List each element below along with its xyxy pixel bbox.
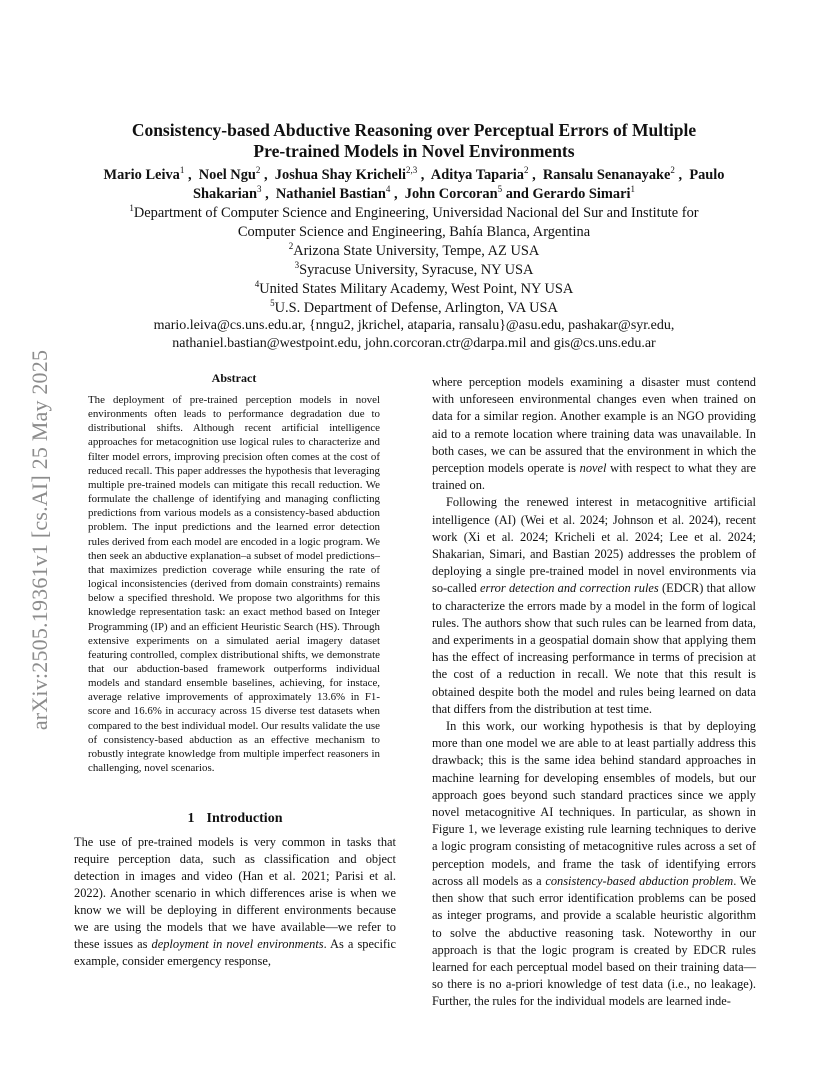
emphasis-text: consistency-based abduction problem — [545, 873, 734, 888]
author-affiliation-mark: 3 — [257, 184, 262, 195]
affiliation-text: Arizona State University, Tempe, AZ USA — [293, 243, 540, 259]
title-line-1: Consistency-based Abductive Reasoning over Perceptual Errors of Multiple — [131, 120, 697, 140]
affiliation-item — [78, 299, 750, 318]
section-heading-introduction — [74, 811, 396, 827]
author-name: Nathaniel Bastian — [275, 186, 386, 202]
paragraph — [432, 494, 756, 718]
affiliation-mark: 2 — [288, 241, 294, 252]
affiliation-item-continued: Computer Science and Engineering, Bahía Blanca, Argentina — [237, 224, 591, 240]
author-affiliation-mark: 2 — [255, 165, 261, 176]
introduction-paragraph-left — [74, 834, 396, 970]
body-text: (EDCR) that allow to characterize the errors made by a model in the form of logical rules. The authors show that such rules can be learned from data, and experiments in a geospatial domain show that applying them has the effect of increasing performance in terms of precision at the cost of a reduction in recall. We note that this result is obtained despite both the model and rules being learned on data that differs from the distribution at test time. — [432, 581, 756, 716]
paragraph-continued — [432, 374, 756, 494]
author-name: Mario Leiva — [103, 167, 180, 183]
author-affiliation-mark: 1 — [630, 184, 635, 195]
emphasis-text: error detection and correction rules — [480, 581, 659, 596]
abstract-heading: Abstract — [211, 371, 257, 385]
affiliation-item — [78, 261, 750, 280]
author-affiliation-mark: 5 — [497, 184, 503, 195]
body-text: . As a specific example, consider emergency response, — [74, 937, 396, 968]
introduction-column-right — [432, 374, 756, 1011]
author-affiliation-mark: 4 — [385, 184, 391, 195]
affiliation-item — [78, 204, 750, 223]
affiliation-text: U.S. Department of Defense, Arlington, VA USA — [274, 300, 558, 316]
author-list: Mario Leiva$^1$ , Noel Ngu$^2$ , Joshua Shay Kricheli$^{2,3}$ , Aditya Taparia$^2$ , Ransalu Senanayake$^2$ , Paulo Shakarian$^3$ , Nathaniel Bastian$^4$ , John Corcoran$^5$ and Gerardo Simari$^1$ — [103, 165, 725, 202]
body-text: . We then show that such error identification problems can be posed as integer programs, and provide a scalable heuristic algorithm to solve the abductive reasoning task. Noteworthy in our approach is that the logic program is created by EDCR rules learned for each perceptual model based on their training data—so there is no a-priori knowledge of test data (i.e., no leakage). Further, the rules for the individual models are learned inde- — [432, 873, 756, 1009]
author-emails — [78, 317, 750, 353]
affiliation-mark: 3 — [294, 260, 300, 271]
body-text: In this work, our working hypothesis is that by deploying more than one model we are able to at least partially address this drawback; this is the same idea behind standard approaches in machine learning for developing ensembles of models, but our approach goes beyond such standard practices since we apply novel metacognitive AI techniques. In particular, as shown in Figure 1, we leverage existing rule learning techniques to derive a logic program consisting of metacognitive rules across a set of perception models, and frame the task of identifying errors across all models as a — [432, 719, 756, 888]
email-line: mario.leiva@cs.uns.edu.ar, {nngu2, jkrichel, ataparia, ransalu}@asu.edu, pashakar@syr.edu, — [153, 318, 675, 333]
author-name: Paulo Shakarian — [193, 167, 725, 202]
affiliation-text: Department of Computer Science and Engineering, Universidad Nacional del Sur and Institute for — [133, 205, 699, 221]
author-name: Gerardo Simari — [532, 186, 631, 202]
body-text: Following the renewed interest in metacognitive artificial intelligence (AI) (Wei et al. 2024; Johnson et al. 2024), recent work (Xi et al. 2024; Kricheli et al. 2024; Lee et al. 2024; Shakarian, Simari, and Bastian 2025) addresses the problem of deploying a single pre-trained model in novel environments via so-called — [432, 495, 756, 596]
arxiv-identifier-stamp — [20, 300, 60, 780]
affiliation-item — [78, 280, 750, 299]
affiliation-text: United States Military Academy, West Point, NY USA — [259, 281, 574, 297]
affiliation-mark: 4 — [254, 279, 260, 290]
affiliation-mark: 1 — [129, 203, 134, 214]
author-affiliation-mark: 2 — [670, 165, 675, 176]
author-affiliation-mark: 1 — [179, 165, 185, 176]
author-name: Noel Ngu — [198, 167, 256, 183]
abstract-text: The deployment of pre-trained perception models in novel environments often leads to performance degradation due to distributional shifts. Although recent artificial intelligence approaches for metacognition use logical rules to characterize and filter model errors, improving precision often comes at the cost of reduced recall. This paper addresses the hypothesis that leveraging multiple pre-trained models can mitigate this recall reduction. We formulate the challenge of identifying and managing conflicting predictions from various models as a consistency-based abduction problem. The input predictions and the learned error detection rules derived from each model are encoded in a logic program. We then seek an abductive explanation–a subset of model predictions–that maximizes prediction coverage while ensuring the rate of logical inconsistencies (derived from domain constraints) remains below a specified threshold. We propose two algorithms for this knowledge representation task: an exact method based on Integer Programming (IP) and an efficient Heuristic Search (HS). Through extensive experiments on a simulated aerial imagery dataset featuring controlled, complex distributional shifts, we demonstrate that our abduction-based framework outperforms individual models and standard ensemble baselines, achieving, for instace, average relative improvements of approximately 13.6% in F1-score and 16.6% in accuracy across 15 diverse test datasets when compared to the best individual model. Our results validate the use of consistency-based abduction as an effective mechanism to robustly integrate knowledge from multiple imperfect reasoners in challenging, novel scenarios. — [88, 394, 380, 775]
arxiv-id-text: arXiv:2505.19361v1 [cs.AI] 25 May 2025 — [27, 349, 53, 731]
emphasis-text: novel — [579, 461, 607, 476]
author-affiliation-mark: 2 — [523, 165, 529, 176]
paragraph — [432, 718, 756, 1010]
author-name: Ransalu Senanayake — [542, 167, 671, 183]
affiliation-item — [78, 242, 750, 261]
author-name: John Corcoran — [404, 186, 498, 202]
section-title: Introduction — [206, 811, 283, 826]
email-line: nathaniel.bastian@westpoint.edu, john.corcoran.ctr@darpa.mil and gis@cs.uns.edu.ar — [172, 336, 656, 351]
title-line-2: Pre-trained Models in Novel Environments — [253, 141, 575, 161]
author-affiliation-mark: 2,3 — [405, 165, 418, 176]
body-text: The use of pre-trained models is very common in tasks that require perception data, such as classification and object detection in images and video (Han et al. 2021; Parisi et al. 2022). Another scenario in which differences arise is when we know we will be deploying in different environments because we are using the models that we have available—we refer to these issues as — [74, 835, 396, 951]
affiliation-mark: 5 — [270, 298, 275, 309]
body-text: where perception models examining a disaster must contend with unforeseen environmental changes even when trained on data for a similar region. Another example is an NGO providing aid to a remote location where training data was unavailable. In both cases, we can be assured that the environment in which the perception models operate is — [432, 375, 756, 476]
author-name: Aditya Taparia — [430, 167, 524, 183]
author-name: Joshua Shay Kricheli — [274, 167, 406, 183]
body-text: with respect to what they are trained on. — [432, 461, 756, 493]
section-number: 1 — [187, 811, 195, 826]
emphasis-text: deployment in novel environments — [151, 937, 324, 951]
affiliation-list — [78, 204, 750, 318]
affiliation-text: Syracuse University, Syracuse, NY USA — [299, 262, 534, 278]
paper-title — [80, 120, 748, 162]
